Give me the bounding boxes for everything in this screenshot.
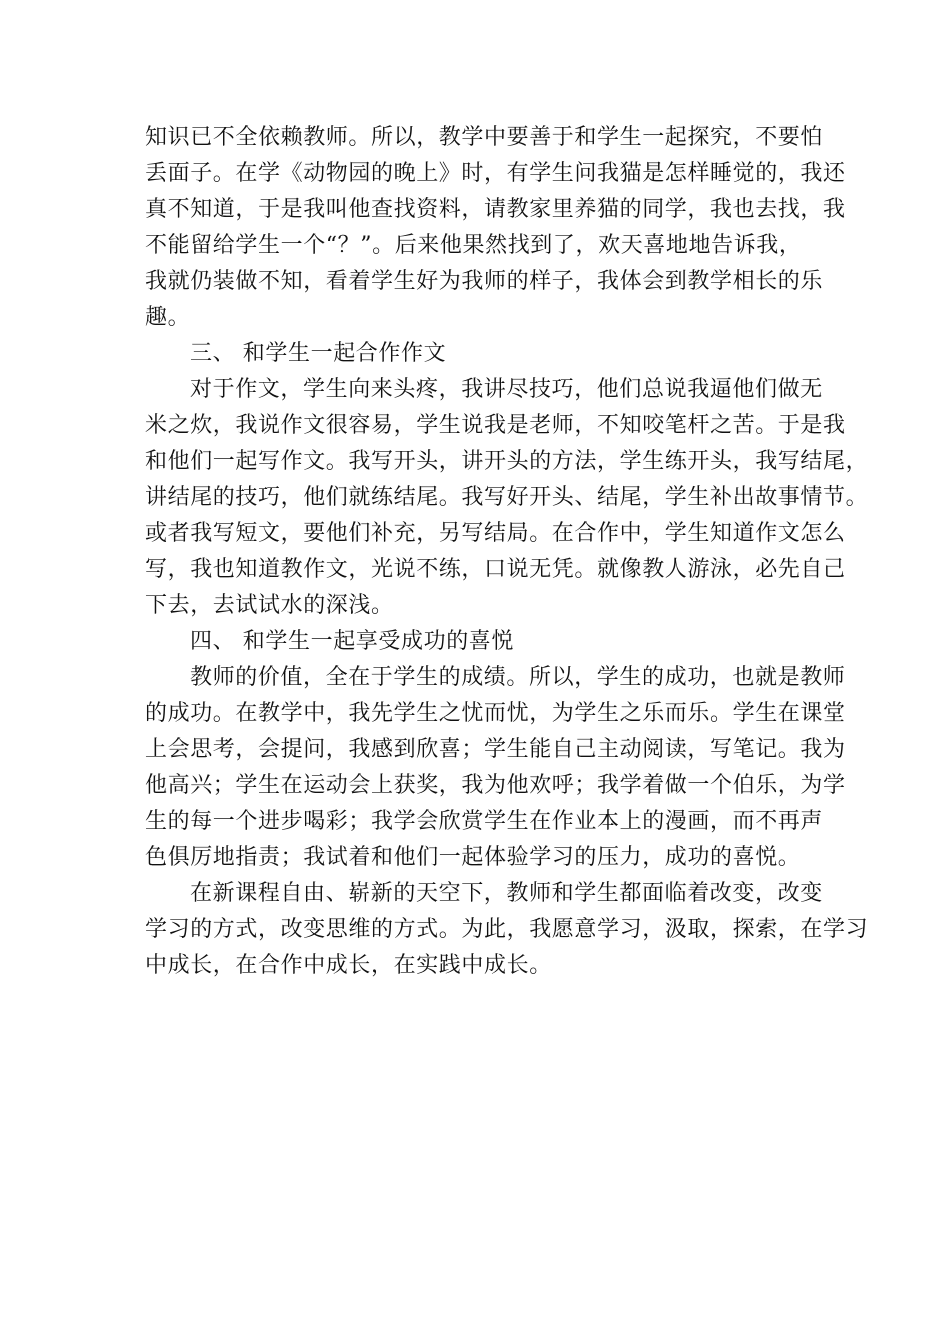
- text-line: 不能留给学生一个“？”。后来他果然找到了，欢天喜地地告诉我，: [145, 233, 802, 258]
- text-line: 写，我也知道教作文，光说不练，口说无凭。就像教人游泳，必先自己: [145, 557, 846, 582]
- text-line: 上会思考，会提问，我感到欣喜；学生能自己主动阅读，写笔记。我为: [145, 737, 846, 762]
- text-line: 和他们一起写作文。我写开头，讲开头的方法，学生练开头，我写结尾，: [145, 449, 869, 474]
- text-line: 对于作文，学生向来头疼，我讲尽技巧，他们总说我逼他们做无: [190, 377, 823, 402]
- section-heading-3: 三、 和学生一起合作作文: [190, 341, 447, 366]
- text-line: 下去，去试试水的深浅。: [145, 593, 394, 618]
- text-line: 生的每一个进步喝彩；我学会欣赏学生在作业本上的漫画，而不再声: [145, 809, 824, 834]
- text-line: 米之炊，我说作文很容易，学生说我是老师，不知咬笔杆之苦。于是我: [145, 413, 846, 438]
- section-heading-4: 四、 和学生一起享受成功的喜悦: [190, 629, 514, 654]
- text-line: 色俱厉地指责；我试着和他们一起体验学习的压力，成功的喜悦。: [145, 845, 801, 870]
- text-line: 或者我写短文，要他们补充，另写结局。在合作中，学生知道作文怎么: [145, 521, 846, 546]
- text-line: 在新课程自由、崭新的天空下，教师和学生都面临着改变，改变: [190, 881, 823, 906]
- text-line: 讲结尾的技巧，他们就练结尾。我写好开头、结尾，学生补出故事情节。: [145, 485, 869, 510]
- text-line: 中成长，在合作中成长，在实践中成长。: [145, 953, 552, 978]
- text-line: 趣。: [145, 305, 191, 330]
- text-line: 知识已不全依赖教师。所以，教学中要善于和学生一起探究，不要怕: [145, 125, 824, 150]
- text-line: 丢面子。在学《动物园的晚上》时，有学生问我猫是怎样睡觉的，我还: [145, 161, 846, 186]
- text-line: 他高兴；学生在运动会上获奖，我为他欢呼；我学着做一个伯乐，为学: [145, 773, 846, 798]
- text-line: 真不知道，于是我叫他查找资料，请教家里养猫的同学，我也去找，我: [145, 197, 846, 222]
- text-line: 学习的方式，改变思维的方式。为此，我愿意学习，汲取，探索，在学习: [145, 917, 869, 942]
- text-line: 教师的价值，全在于学生的成绩。所以，学生的成功，也就是教师: [190, 665, 846, 690]
- text-line: 的成功。在教学中，我先学生之忧而忧，为学生之乐而乐。学生在课堂: [145, 701, 846, 726]
- text-line: 我就仍装做不知，看着学生好为我师的样子，我体会到教学相长的乐: [145, 269, 824, 294]
